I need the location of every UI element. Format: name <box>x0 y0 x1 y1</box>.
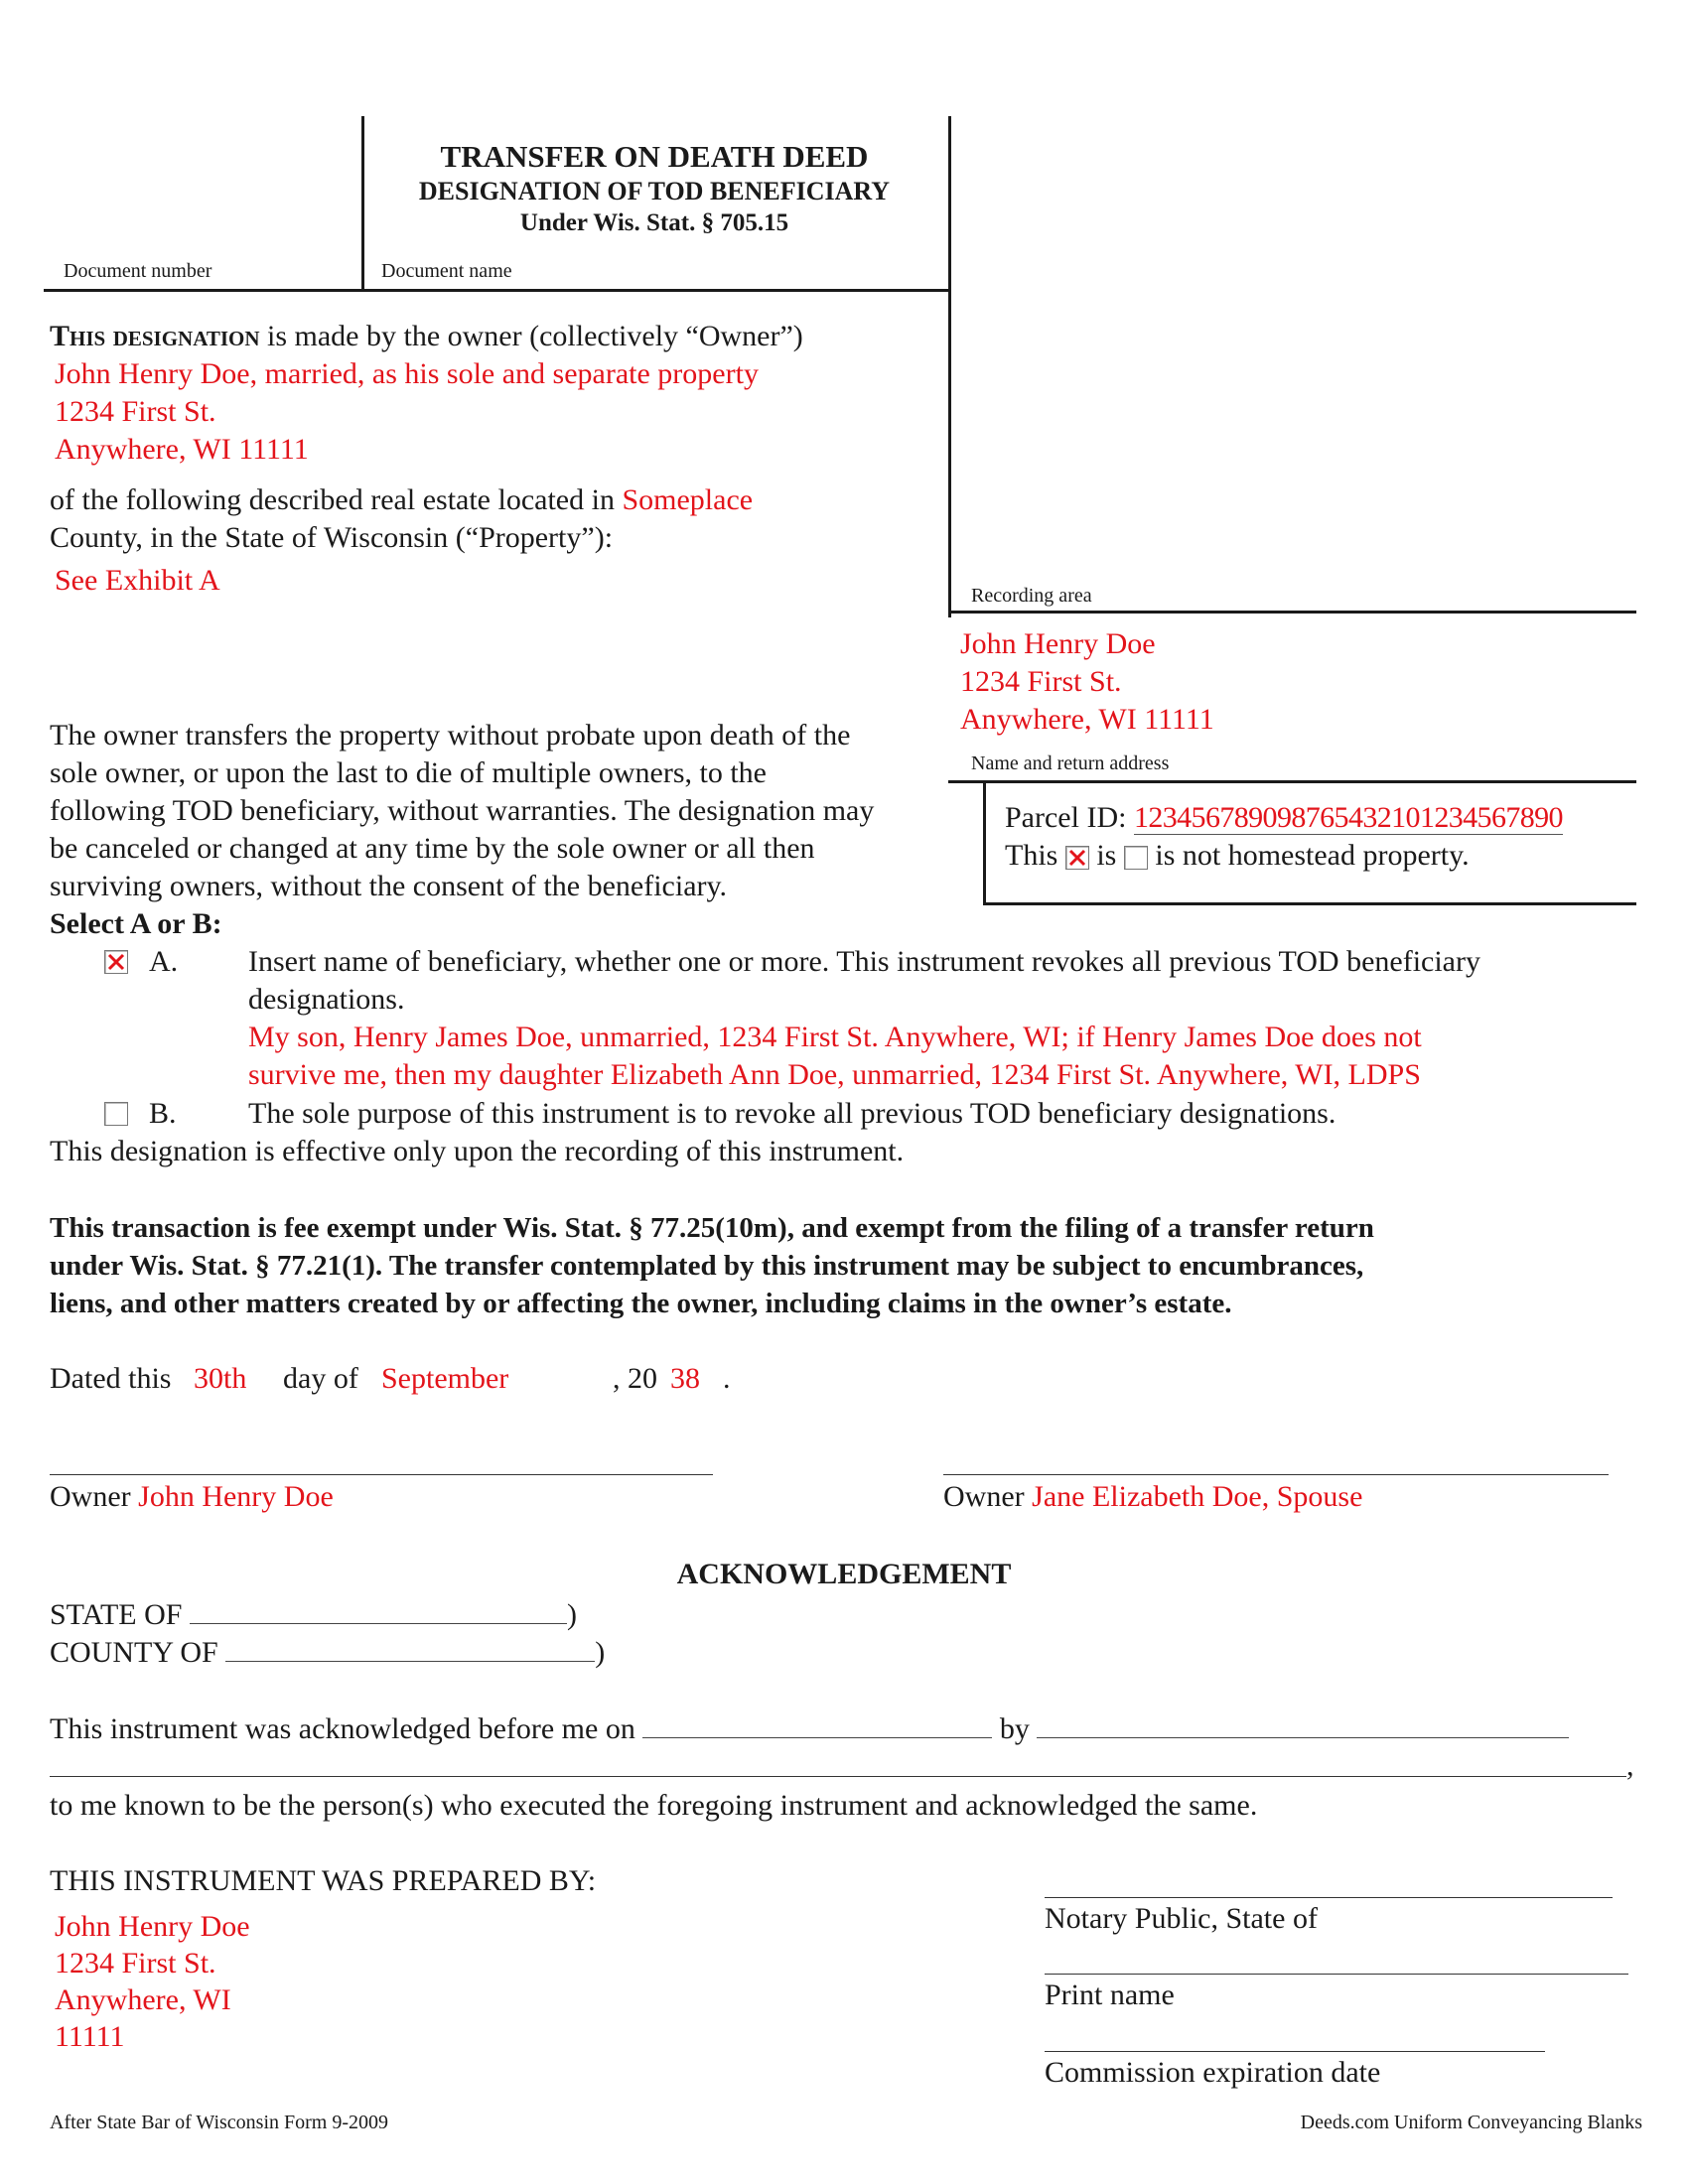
transfer-paragraph-line2: sole owner, or upon the last to die of multiple owners, to the <box>50 756 767 789</box>
prepared-address1: 1234 First St. <box>55 1947 216 1979</box>
recording-area-label: Recording area <box>971 585 1092 607</box>
option-a-label: A. <box>149 945 179 978</box>
county-of-line <box>50 1633 605 1672</box>
acknowledged-line <box>50 1709 1569 1748</box>
parcel-box-bottom <box>983 902 1636 905</box>
return-address-label: Name and return address <box>971 752 1170 774</box>
dated-day: 30th <box>194 1362 247 1395</box>
county-of-blank[interactable] <box>225 1633 595 1662</box>
county-paren: ) <box>595 1636 606 1669</box>
owner1-signature-line[interactable] <box>50 1474 713 1475</box>
legal-description: See Exhibit A <box>55 564 220 597</box>
county-name: Someplace <box>622 483 754 516</box>
option-a-checkbox[interactable] <box>104 950 128 974</box>
owner2-label: Owner <box>943 1480 1025 1513</box>
option-b-box <box>104 1102 128 1126</box>
owner2-name: Jane Elizabeth Doe, Spouse <box>1032 1480 1363 1513</box>
owner2-signature-line[interactable] <box>943 1474 1609 1475</box>
beneficiary-line2: survive me, then my daughter Elizabeth Ann Doe, unmarried, 1234 First St. Anywhere, WI, LDPS <box>248 1058 1421 1091</box>
owner-name: John Henry Doe, married, as his sole and separate property <box>55 357 759 390</box>
header-bottom-rule <box>44 289 951 292</box>
acknowledged-by: by <box>999 1712 1030 1745</box>
notary-public-label: Notary Public, State of <box>1045 1902 1318 1935</box>
dated-period: . <box>723 1362 731 1395</box>
commission-line[interactable] <box>1045 2051 1545 2052</box>
print-name-line[interactable] <box>1045 1974 1628 1975</box>
parcel-label: Parcel ID: <box>1005 801 1127 834</box>
prepared-address2: Anywhere, WI <box>55 1983 231 2016</box>
option-b-checkbox[interactable] <box>104 1102 128 1126</box>
exemption-line3: liens, and other matters created by or affecting the owner, including claims in the owner’s estate. <box>50 1288 1232 1319</box>
state-paren: ) <box>566 1598 577 1631</box>
acknowledged-names-blank[interactable] <box>50 1776 1626 1777</box>
x-mark-icon <box>1067 848 1087 868</box>
homestead-is-not-checkbox[interactable] <box>1124 846 1148 870</box>
parcel-line <box>1005 799 1563 837</box>
beneficiary-line1: My son, Henry James Doe, unmarried, 1234 First St. Anywhere, WI; if Henry James Doe does not <box>248 1021 1422 1053</box>
exemption-line2: under Wis. Stat. § 77.21(1). The transfer contemplated by this instrument may be subject to encumbrances, <box>50 1250 1364 1282</box>
acknowledged-date-blank[interactable] <box>642 1709 992 1738</box>
option-b-text: The sole purpose of this instrument is to revoke all previous TOD beneficiary designations. <box>248 1097 1336 1130</box>
option-b-label: B. <box>149 1097 177 1130</box>
document-number-label: Document number <box>64 260 212 282</box>
county-of-label: COUNTY OF <box>50 1636 218 1669</box>
state-of-blank[interactable] <box>190 1595 567 1624</box>
return-address-line1: 1234 First St. <box>960 665 1122 698</box>
homestead-line <box>1005 837 1470 875</box>
prepared-heading: THIS INSTRUMENT WAS PREPARED BY: <box>50 1864 597 1897</box>
homestead-this: This <box>1005 839 1058 872</box>
transfer-paragraph-line4: be canceled or changed at any time by the sole owner or all then <box>50 832 815 865</box>
dated-month: September <box>381 1362 509 1395</box>
commission-label: Commission expiration date <box>1045 2056 1381 2089</box>
acknowledged-comma: , <box>1626 1749 1634 1782</box>
document-name-label: Document name <box>381 260 512 282</box>
document-subtitle: DESIGNATION OF TOD BENEFICIARY <box>418 177 891 205</box>
document-title: TRANSFER ON DEATH DEED <box>440 139 869 174</box>
real-estate-line <box>50 481 753 519</box>
recording-area-rule <box>948 611 1636 614</box>
dated-day-of: day of <box>283 1362 358 1395</box>
select-heading: Select A or B: <box>50 907 222 940</box>
footer-left: After State Bar of Wisconsin Form 9-2009 <box>50 2112 388 2133</box>
dated-prefix: Dated this <box>50 1362 172 1395</box>
homestead-is-checkbox[interactable] <box>1065 846 1089 870</box>
notary-signature-line[interactable] <box>1045 1897 1613 1898</box>
parcel-id: 123456789098765432101234567890 <box>1133 801 1563 834</box>
return-name: John Henry Doe <box>960 627 1156 660</box>
print-name-label: Print name <box>1045 1979 1175 2011</box>
homestead-is: is <box>1096 839 1117 872</box>
owner1-signature <box>50 1478 334 1516</box>
owner1-name: John Henry Doe <box>138 1480 334 1513</box>
return-address-line2: Anywhere, WI 11111 <box>960 703 1214 736</box>
state-of-line <box>50 1595 577 1634</box>
effective-text: This designation is effective only upon the recording of this instrument. <box>50 1135 905 1167</box>
owner2-signature <box>943 1478 1362 1516</box>
footer-right: Deeds.com Uniform Conveyancing Blanks <box>1300 2112 1642 2133</box>
acknowledgement-title: ACKNOWLEDGEMENT <box>676 1558 1012 1590</box>
header-divider-right <box>948 116 951 617</box>
option-a-box <box>104 950 128 974</box>
real-estate-text: of the following described real estate located in <box>50 483 623 516</box>
prepared-name: John Henry Doe <box>55 1910 250 1943</box>
designation-intro <box>50 318 803 355</box>
option-a-text-line1: Insert name of beneficiary, whether one or more. This instrument revokes all previous TOD beneficiary <box>248 945 1480 978</box>
exemption-line1: This transaction is fee exempt under Wis. Stat. § 77.25(10m), and exempt from the filing of a transfer return <box>50 1212 1374 1244</box>
option-a-text-line2: designations. <box>248 983 405 1016</box>
transfer-paragraph-line1: The owner transfers the property without probate upon death of the <box>50 719 851 751</box>
county-state-line: County, in the State of Wisconsin (“Property”): <box>50 521 614 554</box>
return-address-rule <box>948 780 1636 783</box>
transfer-paragraph-line3: following TOD beneficiary, without warranties. The designation may <box>50 794 875 827</box>
state-of-label: STATE OF <box>50 1598 183 1631</box>
acknowledged-by-blank[interactable] <box>1037 1709 1569 1738</box>
designation-lead: This designation <box>50 320 260 352</box>
prepared-zip: 11111 <box>55 2020 125 2053</box>
document-statute: Under Wis. Stat. § 705.15 <box>519 209 789 236</box>
owner-address-line1: 1234 First St. <box>55 395 216 428</box>
dated-year: 38 <box>670 1362 700 1395</box>
acknowledged-text: This instrument was acknowledged before me on <box>50 1712 635 1745</box>
dated-century: , 20 <box>613 1362 657 1395</box>
transfer-paragraph-line5: surviving owners, without the consent of the beneficiary. <box>50 870 728 902</box>
designation-intro-rest: is made by the owner (collectively “Owner”) <box>259 320 803 352</box>
owner1-label: Owner <box>50 1480 131 1513</box>
known-text: to me known to be the person(s) who executed the foregoing instrument and acknowledged the same. <box>50 1789 1258 1822</box>
parcel-box-left <box>983 780 986 905</box>
owner-address-line2: Anywhere, WI 11111 <box>55 433 309 466</box>
x-mark-icon <box>106 952 126 972</box>
homestead-is-not: is not homestead property. <box>1155 839 1470 872</box>
